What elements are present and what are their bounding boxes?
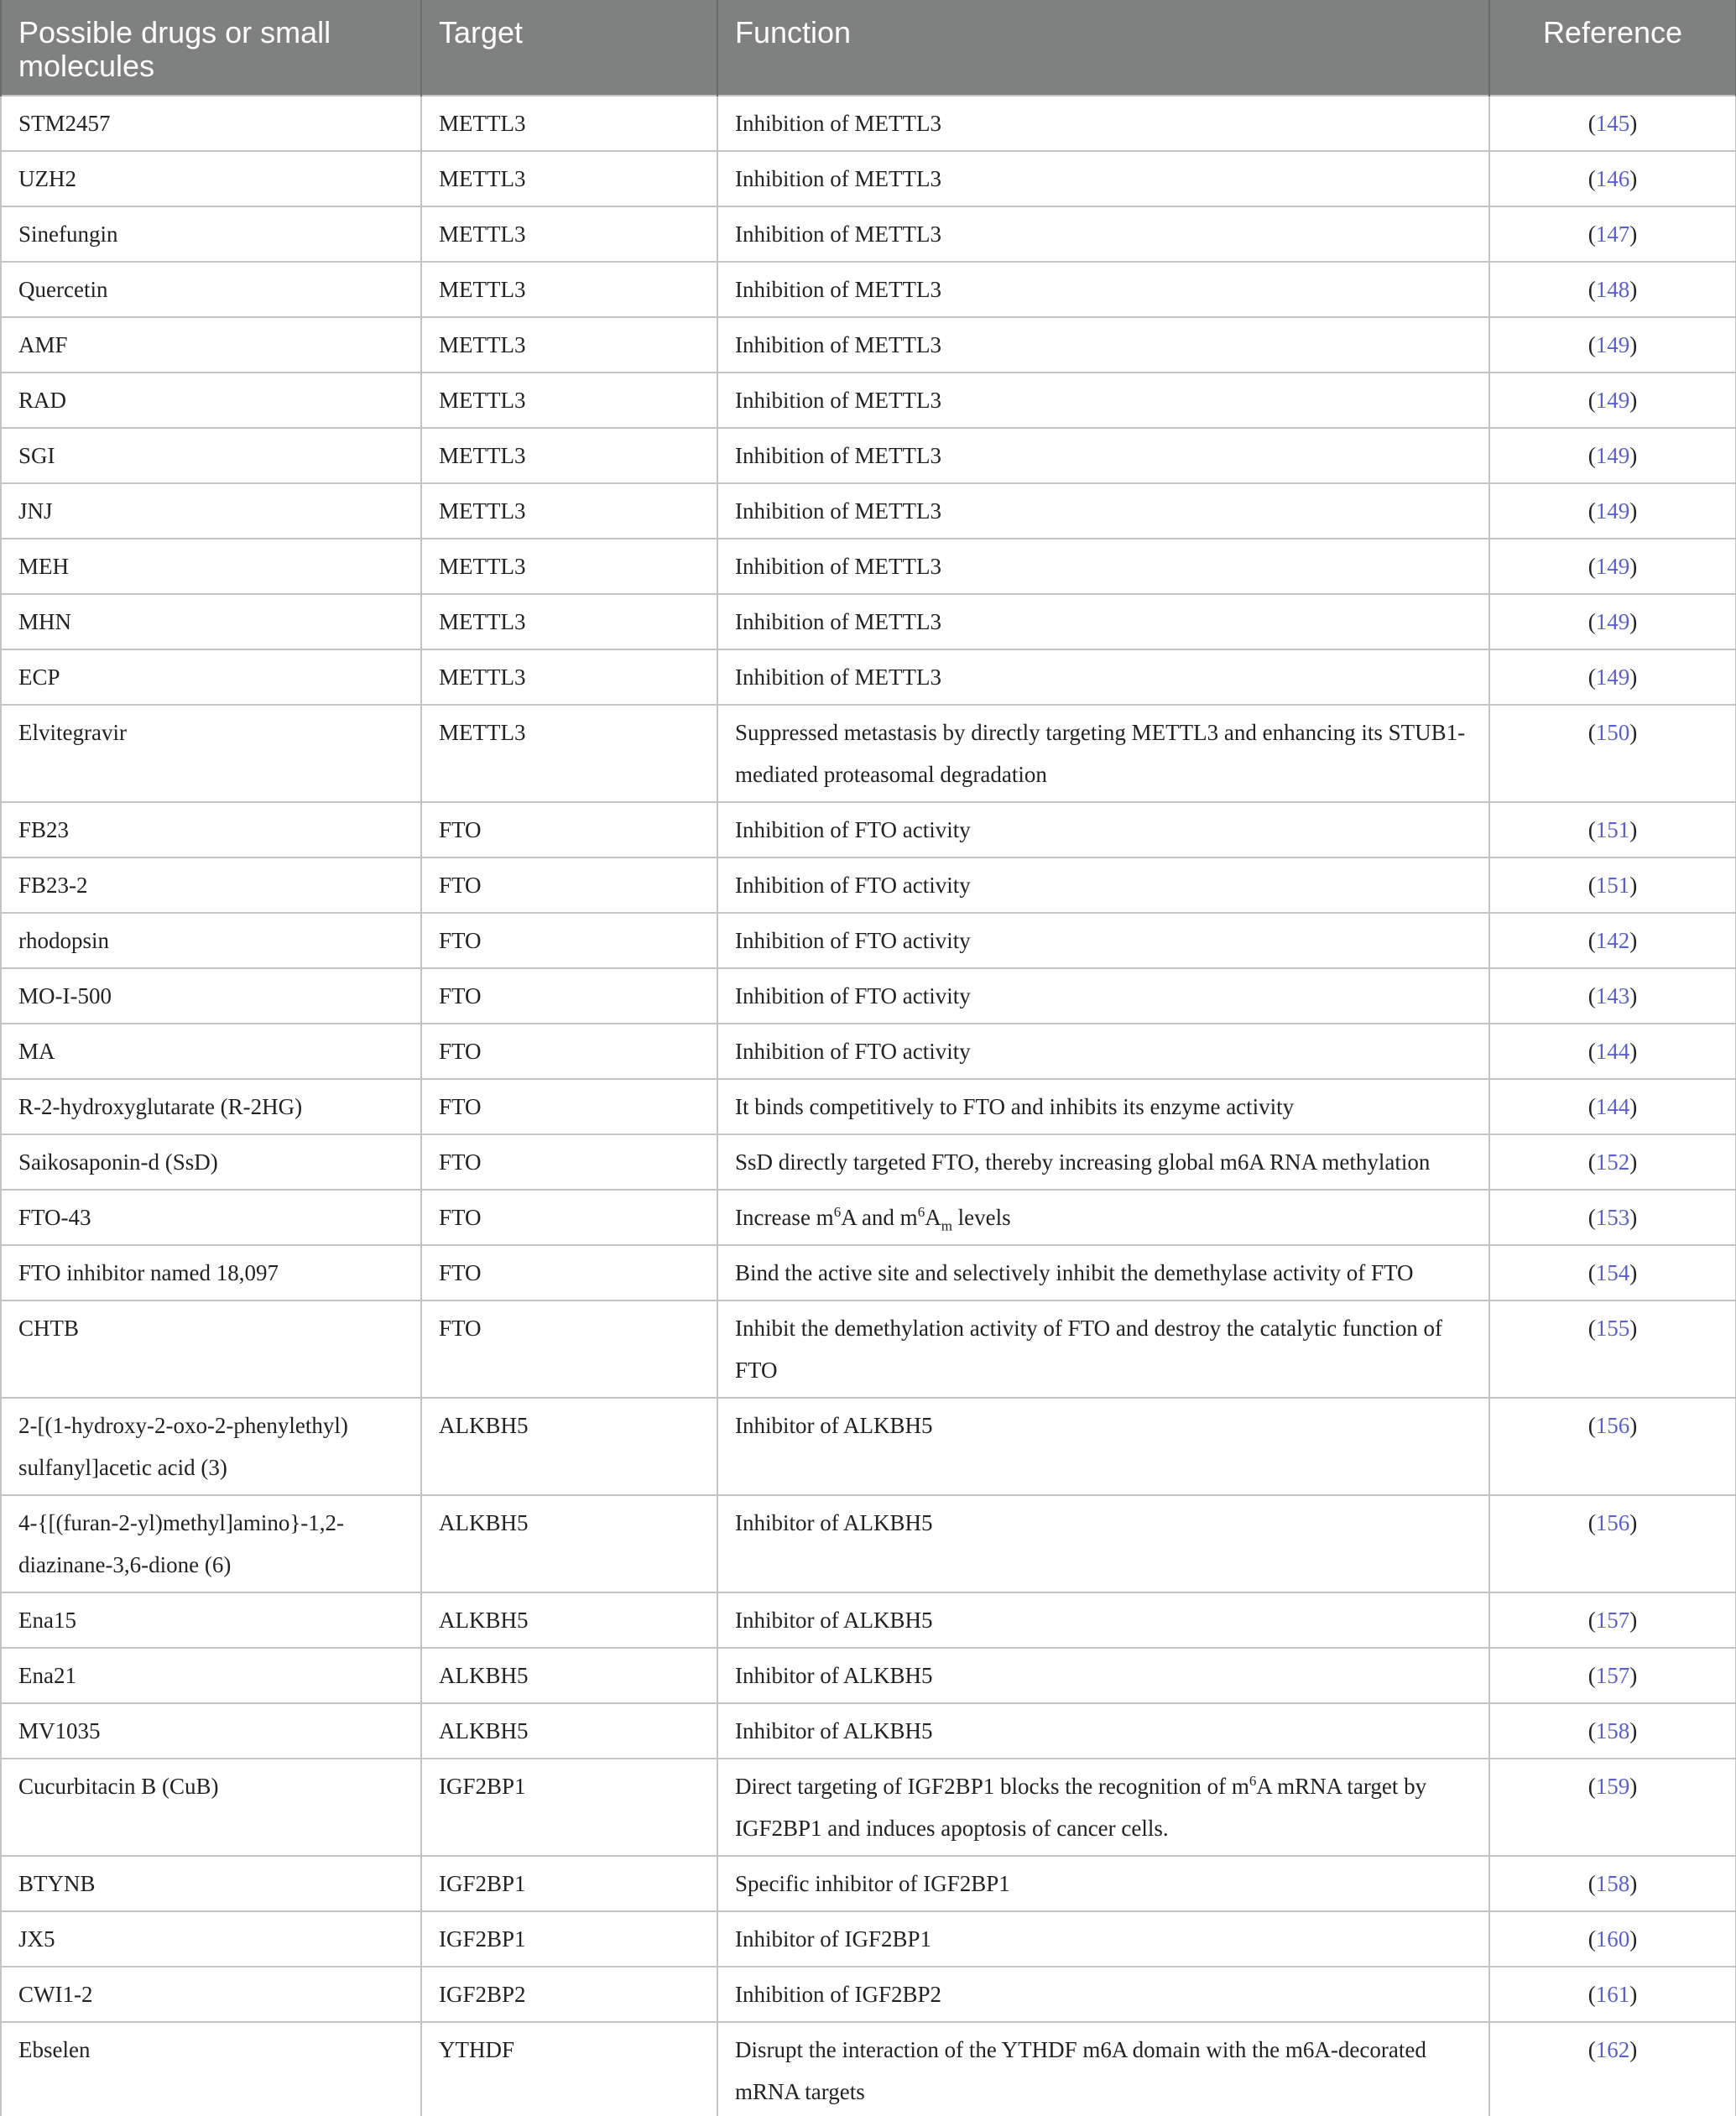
function-text-part: Direct targeting of IGF2BP1 blocks the recognition of m [735, 1774, 1249, 1799]
table-row [1, 373, 1736, 428]
cell-drug: JX5 [1, 1911, 421, 1967]
cell-reference: (148) [1489, 262, 1736, 317]
header-row [1, 0, 1736, 96]
cell-reference: (158) [1489, 1856, 1736, 1911]
cell-function: Inhibitor of ALKBH5 [717, 1592, 1489, 1648]
reference-link[interactable]: 147 [1595, 222, 1630, 247]
table-row [1, 1245, 1736, 1300]
cell-reference: (156) [1489, 1495, 1736, 1592]
reference-link[interactable]: 149 [1595, 554, 1630, 579]
cell-reference: (155) [1489, 1300, 1736, 1398]
reference-link[interactable]: 149 [1595, 443, 1630, 468]
reference-link[interactable]: 155 [1595, 1316, 1630, 1341]
table-header [1, 0, 1736, 96]
cell-function: SsD directly targeted FTO, thereby increasing global m6A RNA methylation [717, 1134, 1489, 1190]
cell-function: Inhibition of METTL3 [717, 428, 1489, 483]
cell-function: Inhibitor of ALKBH5 [717, 1648, 1489, 1703]
cell-function: Inhibition of FTO activity [717, 802, 1489, 857]
reference-link[interactable]: 142 [1595, 928, 1630, 953]
reference-link[interactable]: 143 [1595, 983, 1630, 1008]
cell-function [717, 1759, 1489, 1856]
reference-link[interactable]: 149 [1595, 498, 1630, 524]
cell-function: Specific inhibitor of IGF2BP1 [717, 1856, 1489, 1911]
cell-drug: Saikosaponin-d (SsD) [1, 1134, 421, 1190]
table-row [1, 857, 1736, 913]
reference-link[interactable]: 157 [1595, 1663, 1630, 1688]
reference-link[interactable]: 144 [1595, 1039, 1630, 1064]
header-function: Function [717, 0, 1489, 96]
cell-target: FTO [421, 857, 717, 913]
table-row [1, 1648, 1736, 1703]
table-row [1, 594, 1736, 649]
cell-function: Inhibition of FTO activity [717, 913, 1489, 968]
table-row [1, 151, 1736, 206]
table-row [1, 539, 1736, 594]
reference-link[interactable]: 159 [1595, 1774, 1630, 1799]
cell-target: FTO [421, 1134, 717, 1190]
reference-link[interactable]: 149 [1595, 665, 1630, 690]
cell-drug: Quercetin [1, 262, 421, 317]
cell-reference: (157) [1489, 1592, 1736, 1648]
cell-reference: (156) [1489, 1398, 1736, 1495]
table-row [1, 317, 1736, 373]
reference-link[interactable]: 161 [1595, 1982, 1630, 2007]
cell-target: METTL3 [421, 317, 717, 373]
reference-link[interactable]: 151 [1595, 873, 1630, 898]
header-target: Target [421, 0, 717, 96]
cell-target: FTO [421, 1190, 717, 1245]
cell-target: FTO [421, 913, 717, 968]
table-row [1, 1703, 1736, 1759]
cell-function: Inhibition of IGF2BP2 [717, 1967, 1489, 2022]
table-row [1, 262, 1736, 317]
table-row [1, 483, 1736, 539]
cell-reference: (142) [1489, 913, 1736, 968]
cell-reference: (160) [1489, 1911, 1736, 1967]
cell-function: Inhibition of METTL3 [717, 262, 1489, 317]
reference-link[interactable]: 148 [1595, 277, 1630, 302]
table-row [1, 1300, 1736, 1398]
table-row [1, 1592, 1736, 1648]
cell-reference: (145) [1489, 96, 1736, 151]
cell-function: Suppressed metastasis by directly targeting METTL3 and enhancing its STUB1-mediated proteasomal degradation [717, 705, 1489, 802]
cell-function: Inhibition of METTL3 [717, 206, 1489, 262]
cell-drug: CWI1-2 [1, 1967, 421, 2022]
reference-link[interactable]: 156 [1595, 1510, 1630, 1535]
cell-function [717, 1190, 1489, 1245]
cell-target: ALKBH5 [421, 1703, 717, 1759]
reference-link[interactable]: 158 [1595, 1718, 1630, 1743]
cell-reference: (151) [1489, 802, 1736, 857]
cell-target: METTL3 [421, 151, 717, 206]
table-row [1, 705, 1736, 802]
cell-drug: SGI [1, 428, 421, 483]
reference-link[interactable]: 152 [1595, 1149, 1630, 1175]
cell-target: METTL3 [421, 483, 717, 539]
table-row [1, 968, 1736, 1024]
cell-function: Inhibition of METTL3 [717, 649, 1489, 705]
cell-target: METTL3 [421, 705, 717, 802]
function-text-part: A mRNA target by IGF2BP1 and induces apoptosis of cancer cells. [735, 1774, 1427, 1841]
cell-reference: (149) [1489, 373, 1736, 428]
cell-function: Inhibitor of IGF2BP1 [717, 1911, 1489, 1967]
table-row [1, 1398, 1736, 1495]
cell-drug: FTO-43 [1, 1190, 421, 1245]
cell-target: METTL3 [421, 206, 717, 262]
cell-function: Inhibition of FTO activity [717, 968, 1489, 1024]
cell-drug: Ena15 [1, 1592, 421, 1648]
cell-reference: (157) [1489, 1648, 1736, 1703]
cell-drug: Elvitegravir [1, 705, 421, 802]
cell-function: Inhibit the demethylation activity of FTO and destroy the catalytic function of FTO [717, 1300, 1489, 1398]
cell-drug: 2-[(1-hydroxy-2-oxo-2-phenylethyl) sulfanyl]acetic acid (3) [1, 1398, 421, 1495]
cell-reference: (158) [1489, 1703, 1736, 1759]
cell-target: FTO [421, 1079, 717, 1134]
cell-function: Inhibition of METTL3 [717, 483, 1489, 539]
cell-function: Inhibition of METTL3 [717, 373, 1489, 428]
cell-function: Inhibition of METTL3 [717, 96, 1489, 151]
function-text-part: 6 [1249, 1773, 1257, 1789]
cell-reference: (150) [1489, 705, 1736, 802]
function-text-part: m [941, 1217, 952, 1234]
table-body [1, 96, 1736, 2116]
cell-drug: MEH [1, 539, 421, 594]
cell-target: IGF2BP1 [421, 1911, 717, 1967]
cell-reference: (144) [1489, 1079, 1736, 1134]
cell-drug: MO-I-500 [1, 968, 421, 1024]
cell-drug: FTO inhibitor named 18,097 [1, 1245, 421, 1300]
reference-link[interactable]: 162 [1595, 2037, 1630, 2062]
cell-target: YTHDF [421, 2022, 717, 2116]
table-row [1, 649, 1736, 705]
table-row [1, 1911, 1736, 1967]
cell-drug: STM2457 [1, 96, 421, 151]
cell-target: METTL3 [421, 428, 717, 483]
table-row [1, 1190, 1736, 1245]
cell-drug: UZH2 [1, 151, 421, 206]
cell-function: Inhibition of FTO activity [717, 857, 1489, 913]
header-reference: Reference [1489, 0, 1736, 96]
cell-drug: ECP [1, 649, 421, 705]
cell-drug: Cucurbitacin B (CuB) [1, 1759, 421, 1856]
cell-reference: (144) [1489, 1024, 1736, 1079]
cell-target: IGF2BP2 [421, 1967, 717, 2022]
cell-drug: CHTB [1, 1300, 421, 1398]
table-row [1, 2022, 1736, 2116]
cell-target: ALKBH5 [421, 1592, 717, 1648]
cell-reference: (149) [1489, 539, 1736, 594]
cell-target: METTL3 [421, 96, 717, 151]
cell-reference: (149) [1489, 594, 1736, 649]
cell-reference: (149) [1489, 428, 1736, 483]
table-row [1, 913, 1736, 968]
cell-target: FTO [421, 1300, 717, 1398]
cell-reference: (152) [1489, 1134, 1736, 1190]
function-text-part: levels [951, 1205, 1011, 1230]
table-row [1, 96, 1736, 151]
reference-link[interactable]: 160 [1595, 1926, 1630, 1952]
cell-drug: AMF [1, 317, 421, 373]
reference-link[interactable]: 149 [1595, 332, 1630, 357]
table-row [1, 428, 1736, 483]
cell-drug: MV1035 [1, 1703, 421, 1759]
table-row [1, 1495, 1736, 1592]
cell-function: It binds competitively to FTO and inhibits its enzyme activity [717, 1079, 1489, 1134]
cell-drug: MA [1, 1024, 421, 1079]
cell-drug: Ena21 [1, 1648, 421, 1703]
cell-drug: Ebselen [1, 2022, 421, 2116]
cell-target: METTL3 [421, 539, 717, 594]
cell-reference: (149) [1489, 649, 1736, 705]
cell-reference: (143) [1489, 968, 1736, 1024]
cell-reference: (146) [1489, 151, 1736, 206]
cell-drug: MHN [1, 594, 421, 649]
cell-target: METTL3 [421, 649, 717, 705]
table-row [1, 1024, 1736, 1079]
function-text-part: A [925, 1205, 941, 1230]
cell-target: FTO [421, 1245, 717, 1300]
cell-target: ALKBH5 [421, 1398, 717, 1495]
function-text-part: 6 [833, 1204, 842, 1220]
table-row [1, 802, 1736, 857]
cell-function: Inhibition of METTL3 [717, 317, 1489, 373]
reference-link[interactable]: 149 [1595, 609, 1630, 634]
reference-link[interactable]: 150 [1595, 720, 1630, 745]
cell-drug: rhodopsin [1, 913, 421, 968]
reference-link[interactable]: 156 [1595, 1413, 1630, 1438]
cell-drug: 4-{[(furan-2-yl)methyl]amino}-1,2-diazinane-3,6-dione (6) [1, 1495, 421, 1592]
cell-target: FTO [421, 802, 717, 857]
table-row [1, 1967, 1736, 2022]
table-row [1, 1134, 1736, 1190]
table-row [1, 1759, 1736, 1856]
cell-drug: RAD [1, 373, 421, 428]
reference-link[interactable]: 151 [1595, 817, 1630, 842]
cell-function: Inhibition of METTL3 [717, 594, 1489, 649]
function-text-part: 6 [917, 1204, 925, 1220]
cell-reference: (149) [1489, 483, 1736, 539]
cell-target: METTL3 [421, 594, 717, 649]
cell-drug: FB23 [1, 802, 421, 857]
cell-function: Disrupt the interaction of the YTHDF m6A domain with the m6A-decorated mRNA targets [717, 2022, 1489, 2116]
reference-link[interactable]: 149 [1595, 388, 1630, 413]
cell-function: Inhibition of METTL3 [717, 539, 1489, 594]
cell-reference: (149) [1489, 317, 1736, 373]
reference-link[interactable]: 158 [1595, 1871, 1630, 1896]
table-row [1, 1079, 1736, 1134]
cell-drug: R-2-hydroxyglutarate (R-2HG) [1, 1079, 421, 1134]
cell-target: ALKBH5 [421, 1648, 717, 1703]
cell-function: Inhibitor of ALKBH5 [717, 1495, 1489, 1592]
table-row [1, 206, 1736, 262]
cell-target: IGF2BP1 [421, 1856, 717, 1911]
cell-drug: FB23-2 [1, 857, 421, 913]
function-text-part: Increase m [735, 1205, 834, 1230]
cell-target: FTO [421, 1024, 717, 1079]
cell-reference: (162) [1489, 2022, 1736, 2116]
cell-target: IGF2BP1 [421, 1759, 717, 1856]
cell-target: ALKBH5 [421, 1495, 717, 1592]
cell-function: Inhibition of METTL3 [717, 151, 1489, 206]
cell-target: FTO [421, 968, 717, 1024]
cell-reference: (154) [1489, 1245, 1736, 1300]
cell-reference: (147) [1489, 206, 1736, 262]
cell-reference: (153) [1489, 1190, 1736, 1245]
header-drug: Possible drugs or small molecules [1, 0, 421, 96]
reference-link[interactable]: 154 [1595, 1260, 1630, 1285]
cell-drug: JNJ [1, 483, 421, 539]
reference-link[interactable]: 153 [1595, 1205, 1630, 1230]
cell-function: Inhibition of FTO activity [717, 1024, 1489, 1079]
cell-function: Bind the active site and selectively inhibit the demethylase activity of FTO [717, 1245, 1489, 1300]
reference-link[interactable]: 157 [1595, 1608, 1630, 1633]
cell-reference: (151) [1489, 857, 1736, 913]
table-row [1, 1856, 1736, 1911]
cell-function: Inhibitor of ALKBH5 [717, 1398, 1489, 1495]
cell-drug: BTYNB [1, 1856, 421, 1911]
cell-target: METTL3 [421, 262, 717, 317]
cell-drug: Sinefungin [1, 206, 421, 262]
cell-reference: (159) [1489, 1759, 1736, 1856]
function-text-part: A and m [841, 1205, 918, 1230]
cell-function: Inhibitor of ALKBH5 [717, 1703, 1489, 1759]
cell-target: METTL3 [421, 373, 717, 428]
reference-link[interactable]: 145 [1595, 111, 1630, 136]
reference-link[interactable]: 144 [1595, 1094, 1630, 1119]
cell-reference: (161) [1489, 1967, 1736, 2022]
reference-link[interactable]: 146 [1595, 166, 1630, 191]
